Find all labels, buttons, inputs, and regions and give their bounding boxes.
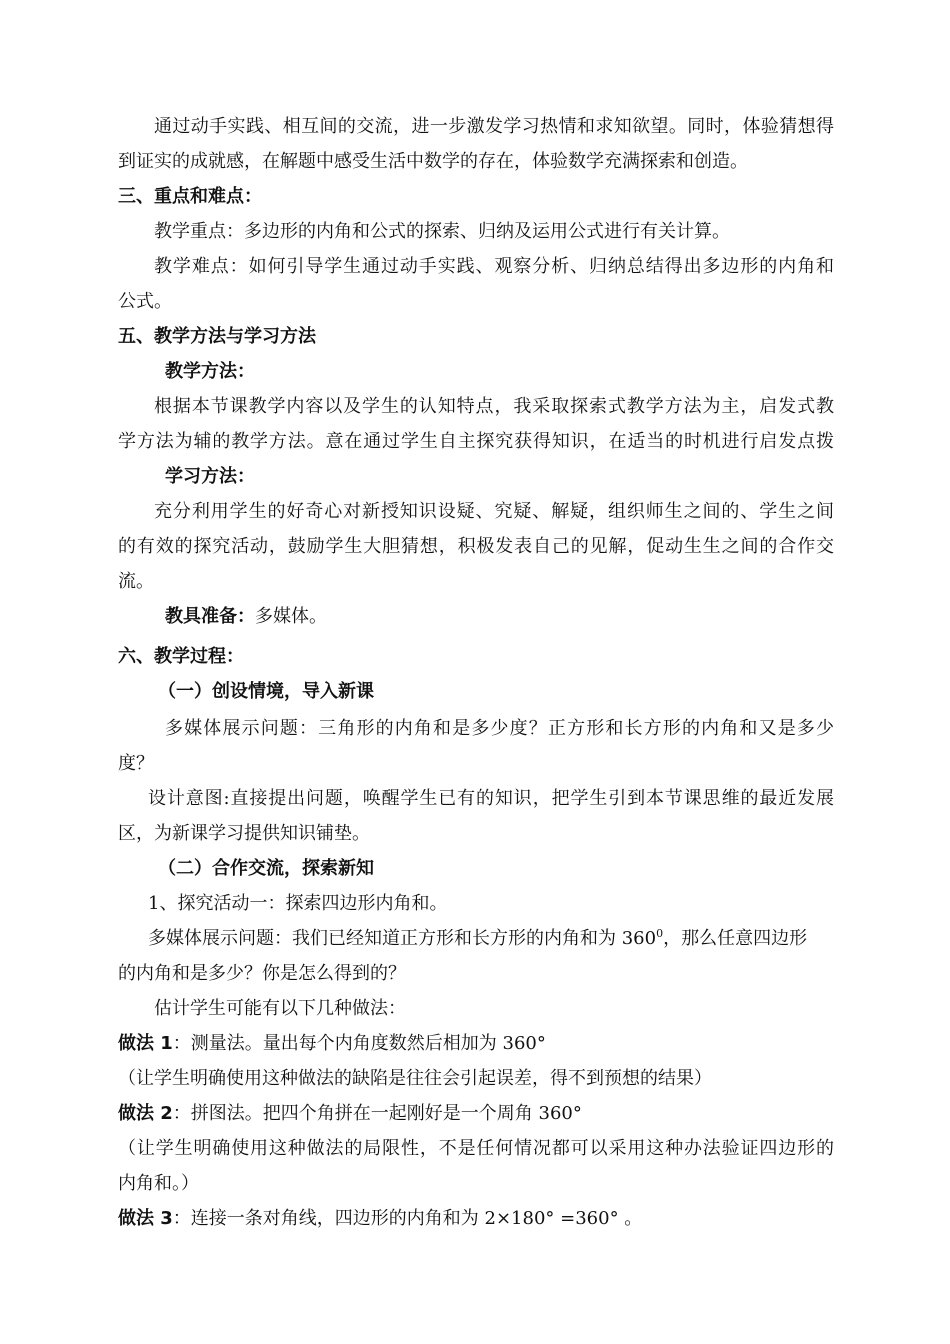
paragraph-line: 1、探究活动一：探索四边形内角和。 (148, 893, 448, 914)
paragraph-line (148, 922, 807, 956)
subsection-heading: （一）创设情境，导入新课 (158, 681, 374, 702)
method-text: ：拼图法。把四个角拼在一起刚好是一个周角 360° (172, 1103, 582, 1124)
paragraph-line: 估计学生可能有以下几种做法： (154, 998, 406, 1019)
method-line (118, 1097, 582, 1131)
section-heading: 五、教学方法与学习方法 (118, 326, 316, 347)
paragraph-line: 通过动手实践、相互间的交流，进一步激发学习热情和求知欲望。同时，体验猜想得 (154, 116, 834, 137)
note-line: 内角和。） (118, 1173, 199, 1194)
paragraph-line: 的有效的探究活动，鼓励学生大胆猜想，积极发表自己的见解，促动生生之间的合作交 (118, 536, 834, 557)
paragraph-line: 流。 (118, 571, 154, 592)
method-text: ：测量法。量出每个内角度数然后相加为 360° (172, 1033, 546, 1054)
paragraph-line: 公式。 (118, 291, 172, 312)
note-line: （让学生明确使用这种做法的局限性，不是任何情况都可以采用这种办法验证四边形的 (118, 1138, 834, 1159)
method-line (118, 1202, 642, 1236)
paragraph-line: 到证实的成就感，在解题中感受生活中数学的存在，体验数学充满探索和创造。 (118, 151, 748, 172)
tools-line (165, 600, 327, 634)
paragraph-line: 区，为新课学习提供知识铺垫。 (118, 823, 370, 844)
paragraph-line: 充分利用学生的好奇心对新授知识设疑、究疑、解疑，组织师生之间的、学生之间 (154, 501, 834, 522)
subsection-heading: 教学方法： (165, 361, 255, 382)
subsection-heading: （二）合作交流，探索新知 (158, 858, 374, 879)
section-heading: 六、教学过程： (118, 646, 244, 667)
tools-label: 教具准备： (165, 606, 255, 627)
tools-value: 多媒体。 (255, 606, 327, 627)
note-line: （让学生明确使用这种做法的缺陷是往往会引起误差，得不到预想的结果） (118, 1068, 712, 1089)
method-text: ：连接一条对角线，四边形的内角和为 2×180° =360° 。 (172, 1208, 643, 1229)
paragraph-line: 教学难点：如何引导学生通过动手实践、观察分析、归纳总结得出多边形的内角和 (154, 256, 834, 277)
question-text: ，那么任意四边形 (663, 928, 808, 949)
paragraph-line: 的内角和是多少？你是怎么得到的？ (118, 963, 406, 984)
method-label: 做法 1 (118, 1033, 173, 1054)
question-text: 多媒体展示问题：我们已经知道正方形和长方形的内角和为 360 (148, 928, 657, 949)
subsection-heading: 学习方法： (165, 466, 255, 487)
paragraph-line: 设计意图:直接提出问题，唤醒学生已有的知识，把学生引到本节课思维的最近发展 (148, 788, 834, 809)
paragraph-line: 学方法为辅的教学方法。意在通过学生自主探究获得知识，在适当的时机进行启发点拨 (118, 431, 834, 452)
superscript: 0 (656, 927, 664, 940)
paragraph-line: 度？ (118, 753, 154, 774)
paragraph-line: 教学重点：多边形的内角和公式的探索、归纳及运用公式进行有关计算。 (154, 221, 730, 242)
method-label: 做法 2 (118, 1103, 173, 1124)
section-heading: 三、重点和难点： (118, 186, 262, 207)
paragraph-line: 根据本节课教学内容以及学生的认知特点，我采取探索式教学方法为主，启发式教 (154, 396, 834, 417)
paragraph-line: 多媒体展示问题：三角形的内角和是多少度？正方形和长方形的内角和又是多少 (165, 718, 834, 739)
method-line (118, 1027, 546, 1061)
method-label: 做法 3 (118, 1208, 173, 1229)
